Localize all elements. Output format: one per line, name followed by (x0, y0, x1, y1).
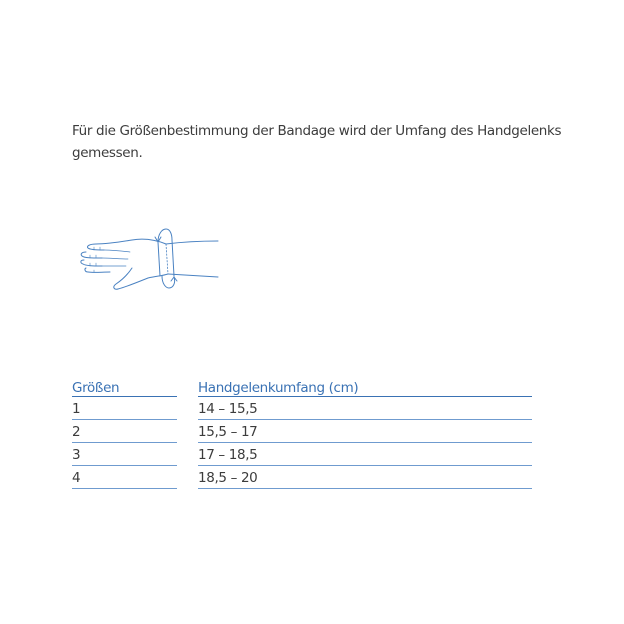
cell-circumference: 14 – 15,5 (198, 397, 532, 420)
intro-text: Für die Größenbestimmung der Bandage wird der Umfang des Handgelenks gemessen. (72, 123, 562, 161)
header-size: Größen (72, 374, 177, 397)
cell-size: 4 (72, 466, 177, 489)
cell-circumference: 15,5 – 17 (198, 420, 532, 443)
column-gap (177, 466, 198, 489)
table-row (72, 397, 532, 420)
header-circumference: Handgelenkumfang (cm) (198, 374, 532, 397)
cell-circumference: 17 – 18,5 (198, 443, 532, 466)
column-gap (177, 397, 198, 420)
size-table (72, 374, 532, 489)
table-row (72, 443, 532, 466)
column-gap (177, 420, 198, 443)
cell-circumference: 18,5 – 20 (198, 466, 532, 489)
wrist-measurement-icon (72, 222, 224, 294)
table-row (72, 420, 532, 443)
column-gap (177, 443, 198, 466)
cell-size: 3 (72, 443, 177, 466)
table-header-row (72, 374, 532, 397)
column-gap (177, 374, 198, 397)
cell-size: 1 (72, 397, 177, 420)
cell-size: 2 (72, 420, 177, 443)
table-row (72, 466, 532, 489)
